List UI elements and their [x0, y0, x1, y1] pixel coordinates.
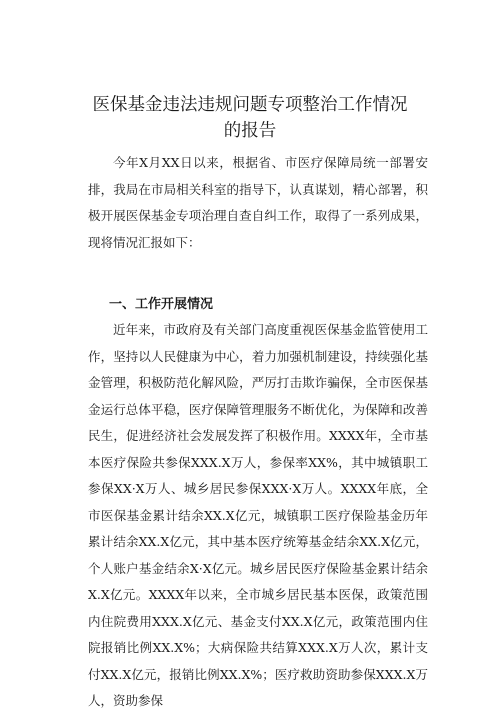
intro-paragraph: 今年X月XX日以来，根据省、市医疗保障局统一部署安排，我局在市局相关科室的指导下，认真谋划，精心部署，积极开展医保基金专项治理自查自纠工作，取得了一系列成果，现将情况汇报如下：: [88, 155, 428, 250]
title-line-1: 医保基金违法违规问题专项整治工作情况: [92, 95, 408, 115]
document-title: [0, 92, 500, 144]
section-heading: 一、工作开展情况: [109, 297, 214, 312]
section-paragraph: 近年来，市政府及有关部门高度重视医保基金监管使用工作，坚持以人民健康为中心，着力加强机制建设，持续强化基金管理，积极防范化解风险，严厉打击欺诈骗保，全市医保基金运行总体平稳，医疗保障管理服务不断优化，为保障和改善民生，促进经济社会发展发挥了积极作用。XXXX年，全市基本医疗保险共参保XXX.X万人，参保率XX%，其中城镇职工参保XX·X万人、城乡居民参保XXX·X万人。XXXX年底，全市医保基金累计结余XX.X亿元，城镇职工医疗保险基金历年累计结余XX.X亿元，其中基本医疗统筹基金结余XX.X亿元，个人账户基金结余X·X亿元。城乡居民医疗保险基金累计结余X.X亿元。XXXX年以来，全市城乡居民基本医保，政策范围内住院费用XXX.X亿元、基金支付XX.X亿元，政策范围内住院报销比例XX.X%；大病保险共结算XXX.X万人次，累计支付XX.X亿元，报销比例XX.X%；医疗救助资助参保XXX.X万人，资助参保: [88, 322, 428, 708]
title-line-2: 的报告: [223, 121, 277, 141]
